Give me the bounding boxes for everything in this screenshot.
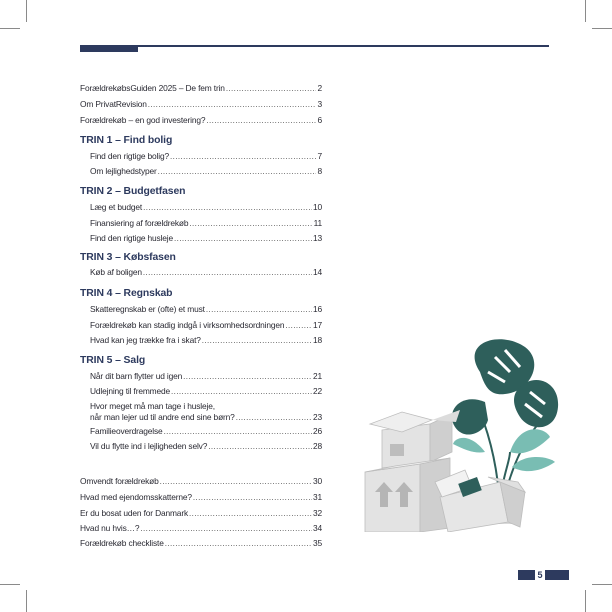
toc-entry[interactable]: Hvad nu hvis…? ..... 34 <box>80 524 322 534</box>
toc-entry[interactable]: Forældrekøb checkliste ..... 35 <box>80 539 322 549</box>
section-heading: TRIN 4 – Regnskab <box>80 288 173 299</box>
crop-mark <box>585 590 586 612</box>
crop-mark <box>26 590 27 612</box>
section-heading: TRIN 3 – Købsfasen <box>80 252 176 263</box>
header-accent-bar <box>80 45 138 52</box>
toc-entry[interactable]: Er du bosat uden for Danmark ..... 32 <box>80 509 322 519</box>
crop-mark <box>26 0 27 22</box>
toc-entry[interactable]: Hvad kan jeg trække fra i skat? ..... 18 <box>80 336 322 346</box>
toc-entry[interactable]: Skatteregnskab er (ofte) et must ..... 16 <box>80 305 322 315</box>
crop-mark <box>592 584 612 585</box>
section-heading: TRIN 5 – Salg <box>80 355 146 366</box>
page-number: 5 <box>535 569 545 581</box>
toc-entry[interactable]: Køb af boligen ..... 14 <box>80 268 322 278</box>
toc-entry[interactable]: Når dit barn flytter ud igen ..... 21 <box>80 372 322 382</box>
toc-entry[interactable]: Læg et budget ..... 10 <box>80 203 322 213</box>
toc-entry[interactable]: Hvad med ejendomsskatterne? ..... 31 <box>80 493 322 503</box>
toc-entry[interactable]: Familieoverdragelse ..... 26 <box>80 427 322 437</box>
box-icon <box>365 458 450 532</box>
toc-entry[interactable]: Find den rigtige bolig? ..... 7 <box>80 152 322 162</box>
crop-mark <box>592 28 612 29</box>
toc-entry[interactable]: Forældrekøb – en god investering? ..... 6 <box>80 116 322 126</box>
toc-entry[interactable]: Finansiering af forældrekøb ..... 11 <box>80 219 322 229</box>
boxes-plant-illustration <box>360 332 560 532</box>
open-box-icon <box>435 470 525 532</box>
toc-entry[interactable]: Om lejlighedstyper ..... 8 <box>80 167 322 177</box>
toc-entry[interactable]: ForældrekøbsGuiden 2025 – De fem trin ..... 2 <box>80 84 322 94</box>
toc-entry[interactable]: Vil du flytte ind i lejligheden selv? ..... 28 <box>80 442 322 452</box>
toc-entry[interactable]: Udlejning til fremmede ..... 22 <box>80 387 322 397</box>
toc-entry[interactable]: Om PrivatRevision ..... 3 <box>80 100 322 110</box>
crop-mark <box>0 584 20 585</box>
section-heading: TRIN 1 – Find bolig <box>80 135 173 146</box>
toc-entry[interactable]: Find den rigtige husleje ..... 13 <box>80 234 322 244</box>
toc-entry-line: når man lejer ud til andre end sine børn? ..... 23 <box>80 413 322 423</box>
header-rule <box>80 45 549 47</box>
toc-entry-line: Hvor meget må man tage i husleje, <box>90 401 215 411</box>
toc-entry[interactable]: Omvendt forældrekøb ..... 30 <box>80 477 322 487</box>
section-heading: TRIN 2 – Budgetfasen <box>80 186 186 197</box>
crop-mark <box>585 0 586 22</box>
toc-entry[interactable]: Forældrekøb kan stadig indgå i virksomhedsordningen ..... 17 <box>80 321 322 331</box>
toc-entry-multiline[interactable] <box>80 402 322 422</box>
crop-mark <box>0 28 20 29</box>
